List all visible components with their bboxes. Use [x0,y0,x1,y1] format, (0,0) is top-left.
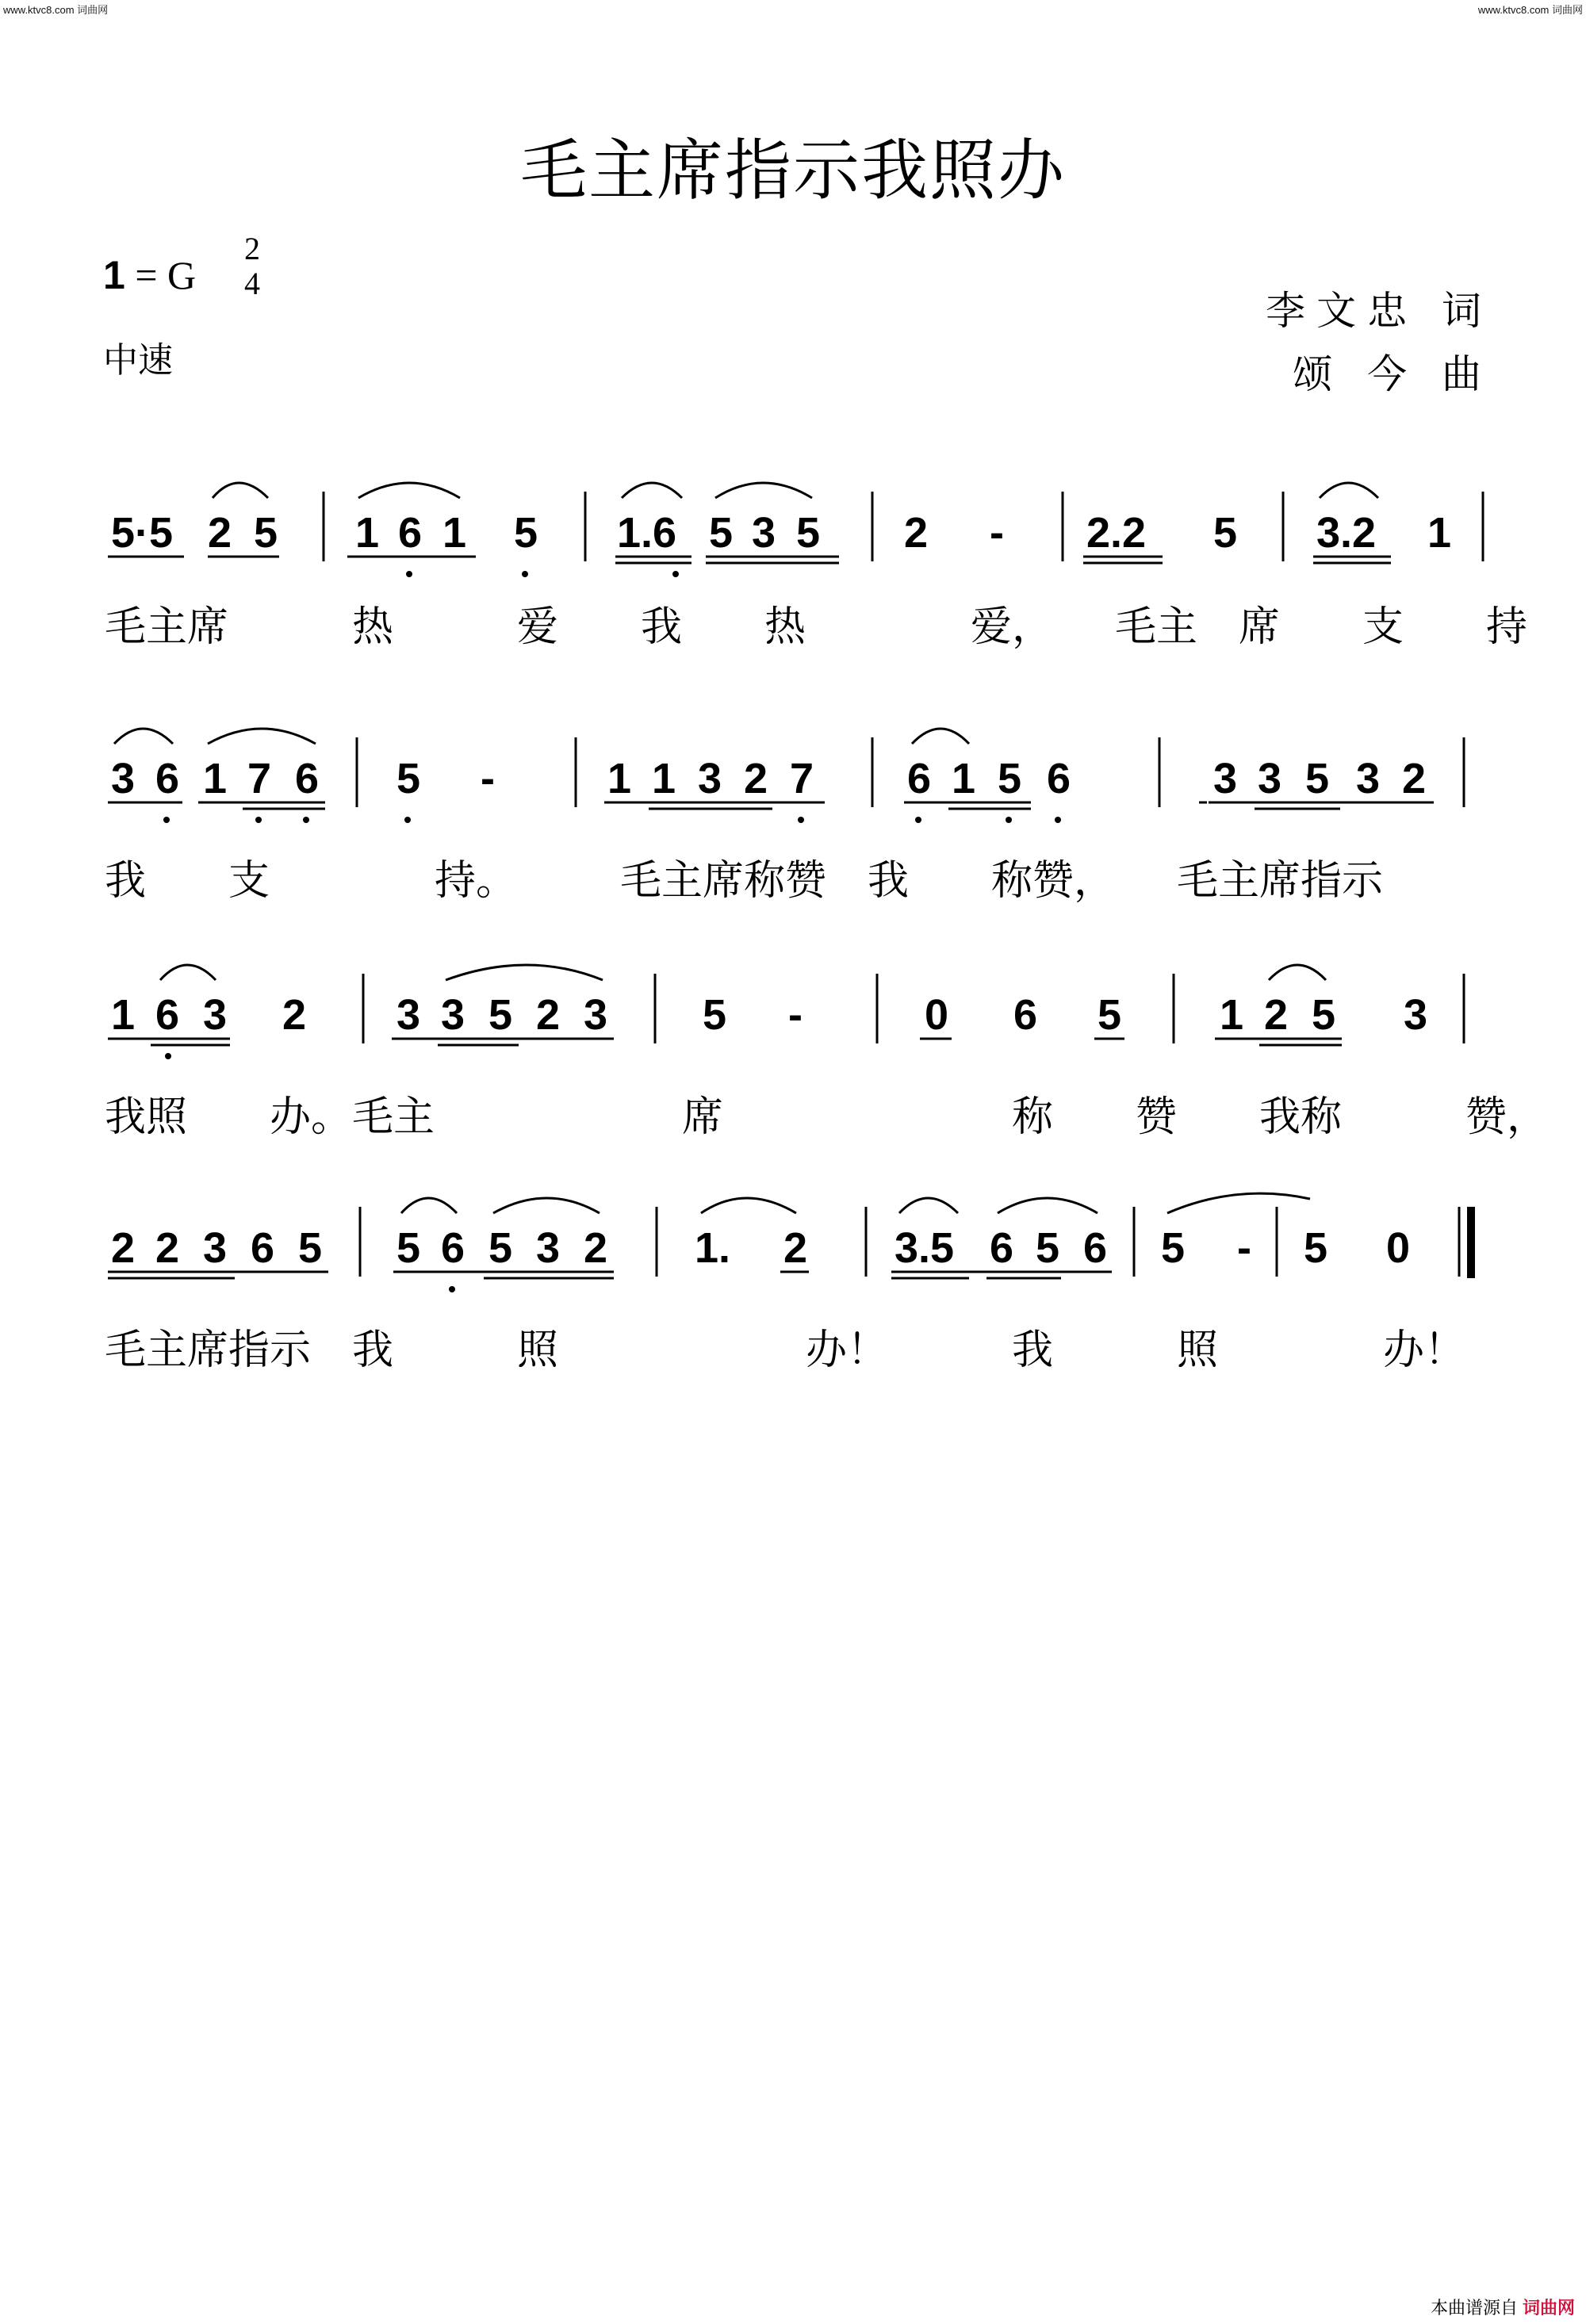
svg-text:6: 6 [907,755,932,802]
svg-text:3: 3 [536,1224,561,1272]
svg-text:2: 2 [111,1224,136,1272]
svg-text:2: 2 [783,1224,808,1272]
svg-text:-: - [481,755,495,802]
svg-text:1: 1 [607,755,632,802]
svg-text:6: 6 [155,755,180,802]
svg-text:2: 2 [536,991,561,1039]
svg-text:5: 5 [1036,1224,1060,1272]
svg-text:1: 1 [652,755,676,802]
meter-bottom: 4 [244,266,260,301]
watermark-left: www.ktvc8.com 词曲网 [3,4,109,16]
svg-text:-: - [788,991,803,1039]
composer-credit: 颂 今 曲 [1293,351,1492,397]
svg-text:5: 5 [796,509,821,557]
svg-text:-: - [990,509,1004,557]
svg-text:5: 5 [396,755,421,802]
svg-text:5: 5 [1312,991,1336,1039]
svg-text:2: 2 [744,755,768,802]
svg-text:3.5: 3.5 [895,1224,955,1272]
watermark-right: www.ktvc8.com 词曲网 [1477,4,1583,16]
svg-text:5: 5 [298,1224,323,1272]
svg-text:5: 5 [1213,509,1238,557]
svg-text:6: 6 [1013,991,1038,1039]
svg-text:6: 6 [295,755,320,802]
svg-text:3: 3 [752,509,776,557]
svg-text:5: 5 [709,509,734,557]
svg-text:3: 3 [1404,991,1428,1039]
svg-text:1: 1 [952,755,976,802]
svg-text:1.: 1. [695,1224,731,1272]
score-row-1 [0,468,1586,595]
svg-text:3: 3 [1258,755,1282,802]
svg-text:3: 3 [203,991,228,1039]
svg-text:1.6: 1.6 [617,509,677,557]
svg-text:5: 5 [514,509,538,557]
svg-text:5: 5 [1098,991,1122,1039]
lyric-line-3: 我照 办。毛主 席 称 赞 我称 赞， [105,1093,1549,1141]
svg-text:3: 3 [441,991,465,1039]
svg-text:5: 5 [488,1224,513,1272]
svg-text:2: 2 [208,509,232,557]
svg-text:3: 3 [203,1224,228,1272]
svg-text:5: 5 [1305,755,1330,802]
svg-text:2: 2 [1264,991,1289,1039]
svg-text:3: 3 [584,991,608,1039]
key-signature: 1 = G [103,253,197,297]
svg-text:1: 1 [111,991,136,1039]
svg-text:3: 3 [1356,755,1381,802]
svg-text:-: - [1237,1224,1251,1272]
score-row-4 [0,1183,1586,1318]
score-row-3 [0,950,1586,1085]
svg-text:6: 6 [990,1224,1014,1272]
svg-text:1: 1 [355,509,380,557]
svg-text:5: 5 [703,991,727,1039]
svg-text:5: 5 [1304,1224,1328,1272]
svg-text:6: 6 [1083,1224,1108,1272]
svg-text:1: 1 [442,509,467,557]
svg-text:1: 1 [203,755,228,802]
svg-text:7: 7 [247,755,272,802]
svg-text:3: 3 [111,755,136,802]
lyric-line-2: 我 支 持。 毛主席称赞 我 称赞， 毛主席指示 [105,857,1384,905]
svg-text:5·5: 5·5 [111,509,174,557]
score-row-2 [0,714,1586,848]
svg-text:0: 0 [1386,1224,1411,1272]
svg-text:0: 0 [925,991,949,1039]
footer-source [1431,2295,1575,2319]
tempo-marking: 中速 [103,340,173,381]
svg-text:6: 6 [398,509,423,557]
svg-text:2: 2 [282,991,307,1039]
svg-text:5: 5 [396,1224,421,1272]
lyric-line-4: 毛主席指示 我 照 办！ 我 照 办！ [105,1327,1466,1374]
svg-text:2: 2 [904,509,929,557]
svg-text:3: 3 [396,991,421,1039]
svg-text:2: 2 [155,1224,180,1272]
svg-text:1: 1 [1427,509,1452,557]
svg-text:6: 6 [1047,755,1071,802]
lyric-line-1: 毛主席 热 爱 我 热 爱， 毛主 席 支 持 [105,603,1528,651]
svg-text:7: 7 [790,755,814,802]
svg-text:6: 6 [251,1224,275,1272]
svg-text:2: 2 [584,1224,608,1272]
footer-source-text: 本曲谱源自 [1430,2299,1518,2318]
footer-brand[interactable]: 词曲网 [1522,2299,1575,2318]
svg-text:1: 1 [1220,991,1244,1039]
svg-text:5: 5 [998,755,1022,802]
svg-text:2.2: 2.2 [1086,509,1147,557]
svg-text:5: 5 [488,991,513,1039]
svg-text:5: 5 [1161,1224,1186,1272]
svg-text:6: 6 [155,991,180,1039]
svg-text:3.2: 3.2 [1316,509,1377,557]
svg-text:3: 3 [698,755,722,802]
svg-text:5: 5 [254,509,278,557]
svg-text:3: 3 [1213,755,1238,802]
svg-text:2: 2 [1402,755,1427,802]
time-signature [236,232,268,301]
song-title: 毛主席指示我照办 [519,132,1066,209]
final-barline [1467,1207,1475,1278]
meter-top: 2 [244,231,260,266]
svg-text:6: 6 [441,1224,465,1272]
lyricist-credit: 李文忠 词 [1266,288,1492,334]
